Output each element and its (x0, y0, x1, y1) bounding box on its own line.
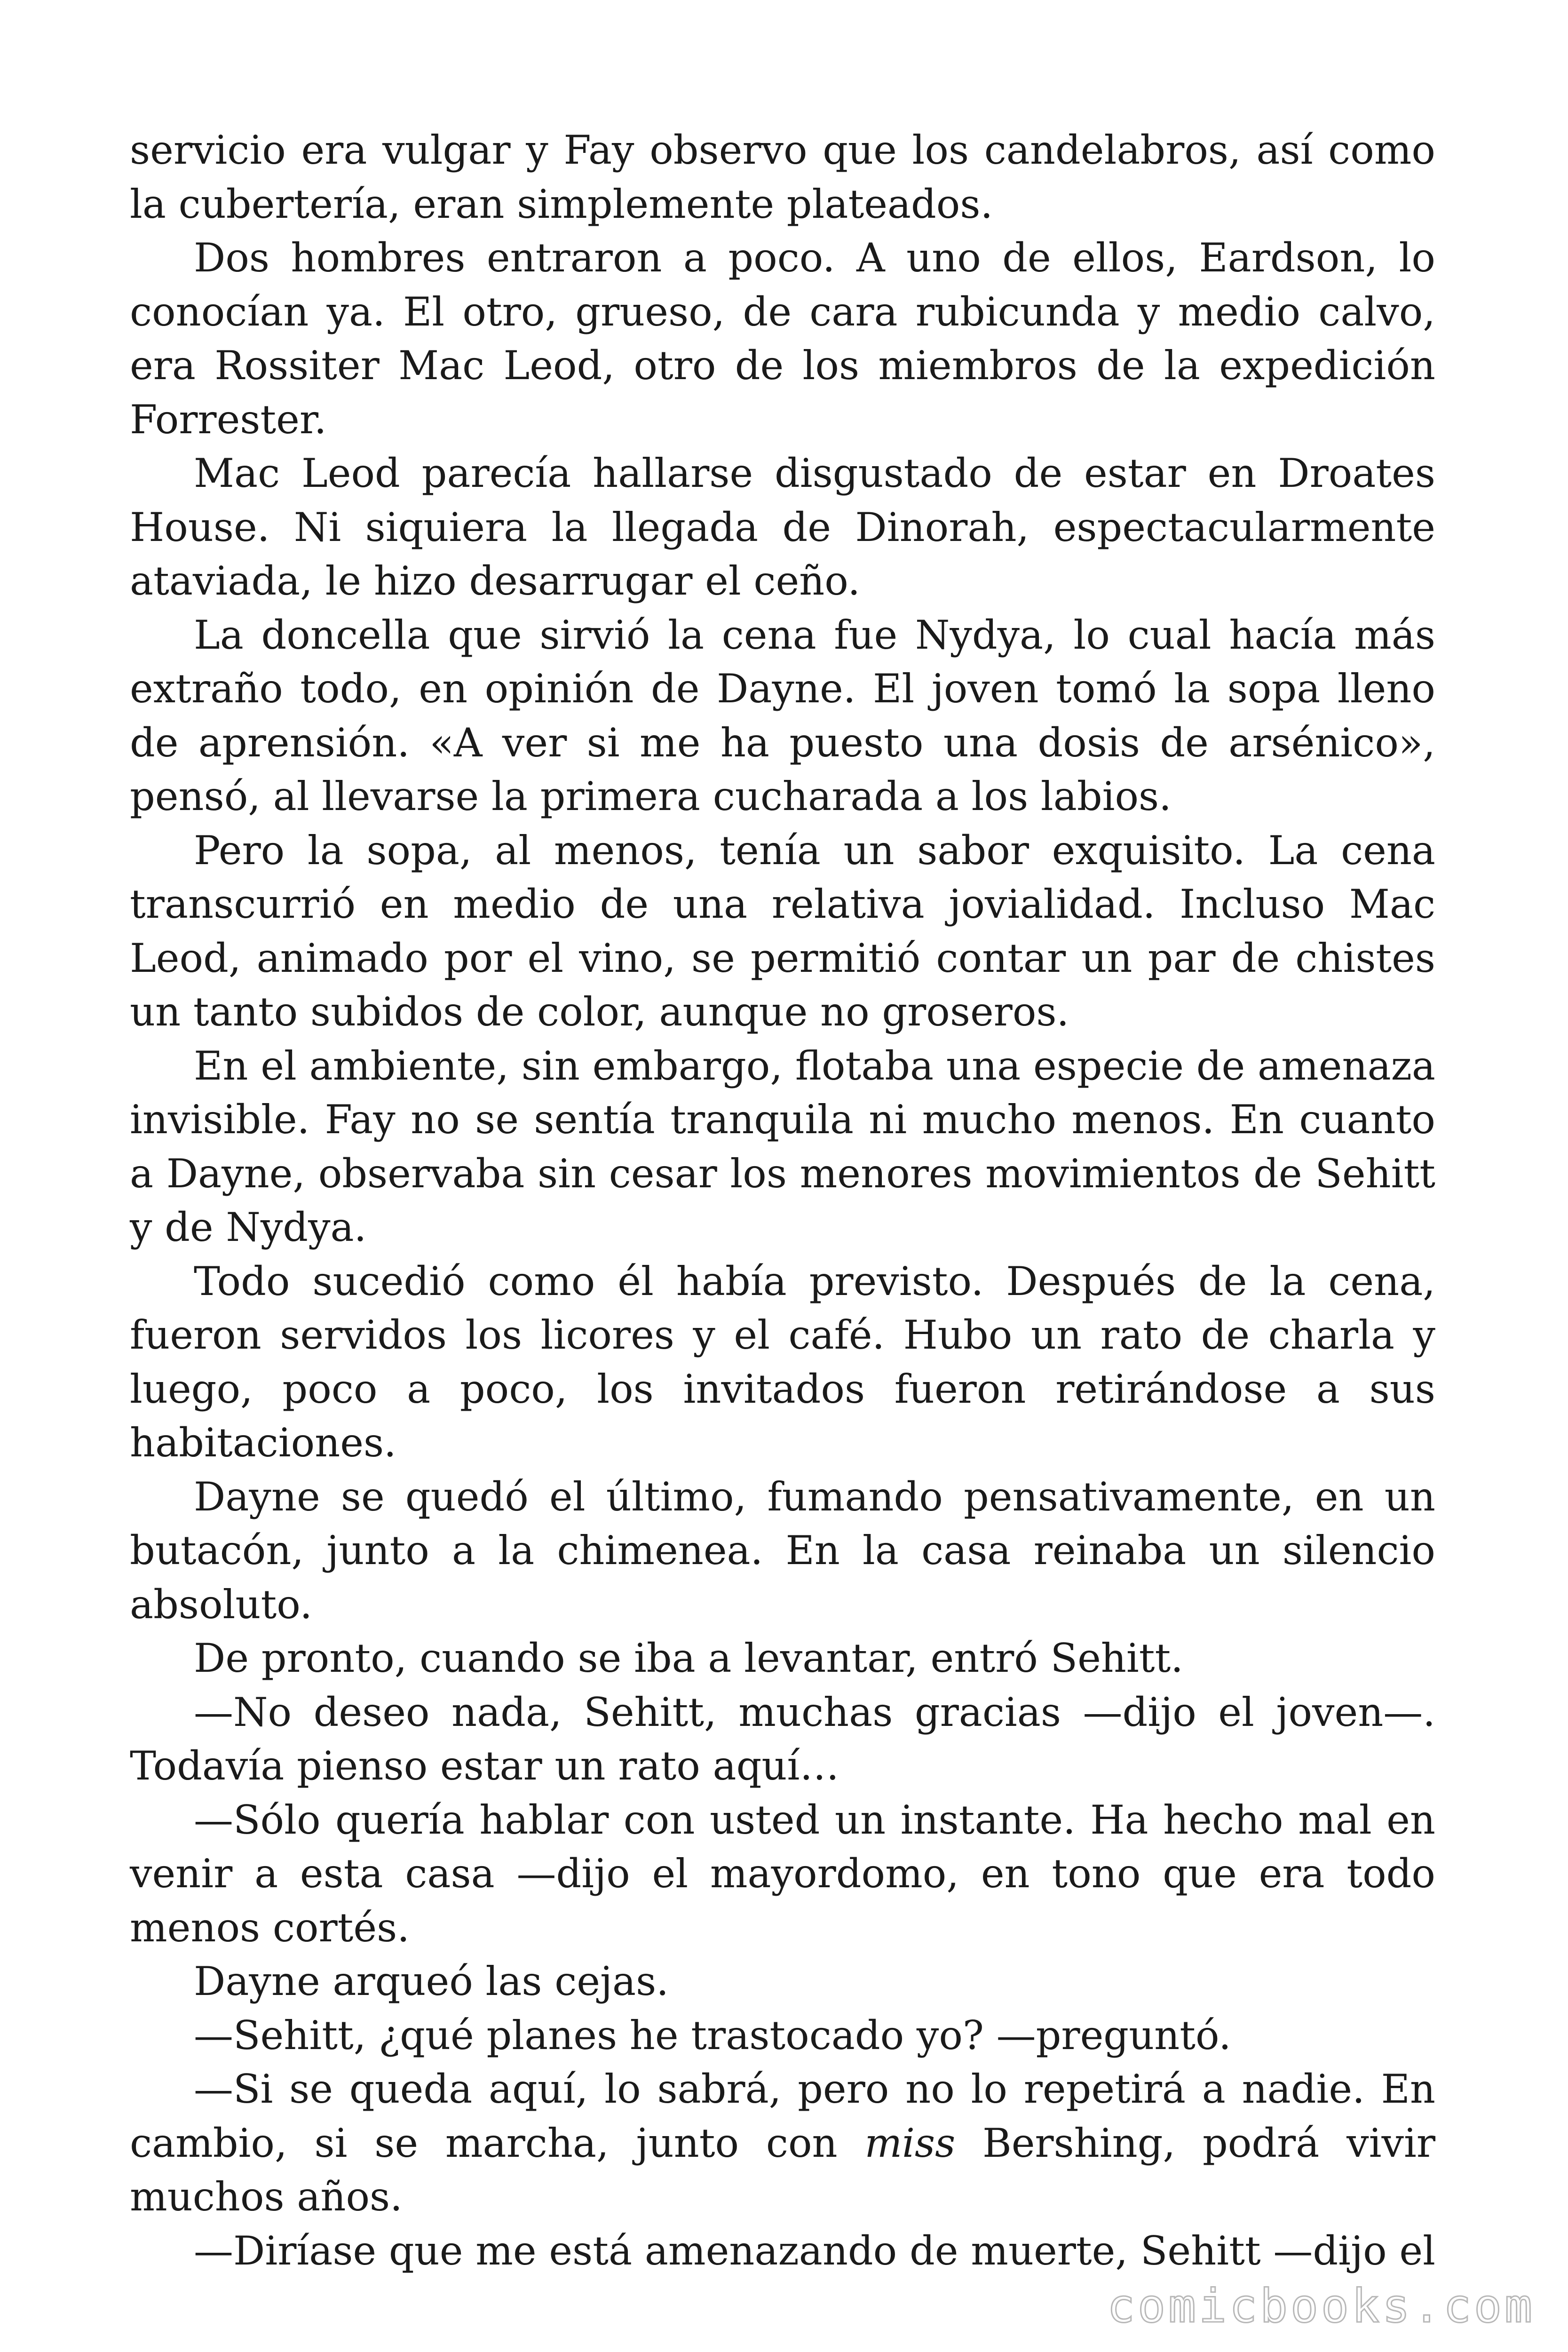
paragraph-2: Dos hombres entraron a poco. A uno de ellos, Eardson, lo conocían ya. El otro, grueso, de cara rubicunda y medio calvo, era Rossiter Mac Leod, otro de los miembros de la expedición Forrester. (130, 235, 1435, 443)
body-text (130, 123, 1435, 2278)
paragraph-7: Todo sucedió como él había previsto. Después de la cena, fueron servidos los licores y el café. Hubo un rato de charla y luego, poco a poco, los invitados fueron retirándose a sus habitaciones. (130, 1258, 1435, 1466)
paragraph-14-after: Bershing, podrá vivir muchos años. (130, 2120, 1435, 2220)
watermark: comicbooks.com (1107, 2280, 1535, 2333)
paragraph-14-italic: miss (864, 2120, 956, 2166)
paragraph-15: —Diríase que me está amenazando de muerte, Sehitt —dijo el (194, 2227, 1435, 2274)
paragraph-12: Dayne arqueó las cejas. (194, 1958, 669, 2004)
paragraph-10: —No deseo nada, Sehitt, muchas gracias —dijo el joven—. Todavía pienso estar un rato aquí… (130, 1689, 1435, 1789)
paragraph-3: Mac Leod parecía hallarse disgustado de estar en Droates House. Ni siquiera la llegada de Dinorah, espectacularmente ataviada, le hizo desarrugar el ceño. (130, 450, 1435, 604)
paragraph-13: —Sehitt, ¿qué planes he trastocado yo? —preguntó. (194, 2012, 1231, 2058)
paragraph-5: Pero la sopa, al menos, tenía un sabor exquisito. La cena transcurrió en medio de una relativa jovialidad. Incluso Mac Leod, animado por el vino, se permitió contar un par de chistes un tanto subidos de color, aunque no groseros. (130, 827, 1435, 1035)
paragraph-1: servicio era vulgar y Fay observo que los candelabros, así como la cubertería, eran simplemente plateados. (130, 127, 1435, 227)
paragraph-14-before: —Si se queda aquí, lo sabrá, pero no lo repetirá a nadie. En cambio, si se marcha, junto con (130, 2066, 1435, 2166)
paragraph-8: Dayne se quedó el último, fumando pensativamente, en un butacón, junto a la chimenea. En la casa reinaba un silencio absoluto. (130, 1473, 1435, 1628)
paragraph-4: La doncella que sirvió la cena fue Nydya, lo cual hacía más extraño todo, en opinión de Dayne. El joven tomó la sopa lleno de aprensión. «A ver si me ha puesto una dosis de arsénico», pensó, al llevarse la primera cucharada a los labios. (130, 612, 1435, 819)
paragraph-14 (130, 2062, 1435, 2224)
paragraph-6: En el ambiente, sin embargo, flotaba una especie de amenaza invisible. Fay no se sentía tranquila ni mucho menos. En cuanto a Dayne, observaba sin cesar los menores movimientos de Sehitt y de Nydya. (130, 1042, 1435, 1250)
paragraph-9: De pronto, cuando se iba a levantar, entró Sehitt. (194, 1635, 1183, 1681)
paragraph-11: —Sólo quería hablar con usted un instante. Ha hecho mal en venir a esta casa —dijo el mayordomo, en tono que era todo menos cortés. (130, 1796, 1435, 1951)
